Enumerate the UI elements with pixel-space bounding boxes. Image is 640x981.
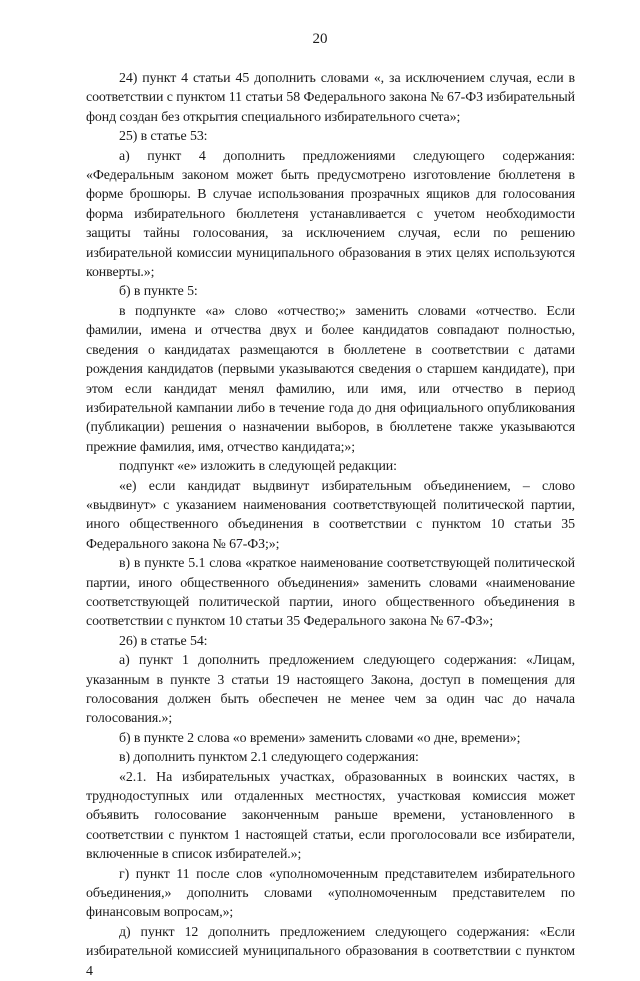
paragraph-26b: б) в пункте 2 слова «о времени» заменить словами «о дне, времени»; — [119, 730, 521, 746]
paragraph-item-26: 26) в статье 54: — [119, 633, 208, 649]
document-body — [86, 69, 575, 981]
paragraph-25b-subpoint-e-text: «е) если кандидат выдвинут избирательным объединением, – слово «выдвинут» с указанием наименования соответствующей политической партии, иного общественного объединения в соответствии с пунктом 10 статьи 35 Федерального закона № 67-ФЗ;»; — [86, 478, 575, 552]
paragraph-25b-subpoint-a: в подпункте «а» слово «отчество;» заменить словами «отчество. Если фамилии, имена и отчества двух и более кандидатов совпадают полностью, сведения о кандидатах размещаются в бюллетене в соответствии с датами рождения кандидатов (первыми указываются сведения о старшем кандидате), при этом если кандидат менял фамилию, или имя, или отчество в период избирательной кампании либо в течение года до дня официального опубликования (публикации) решения о назначении выборов, в бюллетене также указываются прежние фамилия, имя, отчество кандидата;»; — [86, 303, 575, 455]
paragraph-item-25: 25) в статье 53: — [119, 129, 208, 145]
paragraph-26a: а) пункт 1 дополнить предложением следующего содержания: «Лицам, указанным в пункте 3 статьи 19 настоящего Закона, доступ в помещения для голосования должен быть обеспечен не менее чем за один час до начала голосования.»; — [86, 653, 575, 727]
paragraph-25a: а) пункт 4 дополнить предложениями следующего содержания: «Федеральным законом может быть предусмотрено изготовление бюллетеня в форме брошюры. В случае использования прозрачных ящиков для голосования форма избирательного бюллетеня устанавливается с учетом необходимости защиты тайны голосования, за исключением случая, если по решению избирательной комиссии муниципального образования в этих целях используются конверты.»; — [86, 148, 575, 281]
page-number: 20 — [312, 31, 328, 47]
paragraph-25b-subpoint-e-intro: подпункт «е» изложить в следующей редакции: — [119, 459, 397, 475]
paragraph-item-24: 24) пункт 4 статьи 45 дополнить словами «, за исключением случая, если в соответствии с пунктом 11 статьи 58 Федерального закона № 67-ФЗ избирательный фонд создан без открытия специального избирательного счета»; — [86, 71, 575, 125]
paragraph-25v: в) в пункте 5.1 слова «краткое наименование соответствующей политической партии, иного общественного объединения» заменить словами «наименование соответствующей политической партии, иного общественного объединения в соответствии с пунктом 10 статьи 35 Федерального закона № 67-ФЗ»; — [86, 556, 575, 630]
paragraph-26v: в) дополнить пунктом 2.1 следующего содержания: — [119, 750, 419, 766]
paragraph-26d: д) пункт 12 дополнить предложением следующего содержания: «Если избирательной комиссией муниципального образования в соответствии с пунктом 4 — [86, 924, 575, 979]
paragraph-25b: б) в пункте 5: — [119, 284, 198, 300]
paragraph-26v-text: «2.1. На избирательных участках, образованных в воинских частях, в труднодоступных или отдаленных местностях, участковая комиссия может объявить голосование законченным раньше времени, установленного в соответствии с пунктом 1 настоящей статьи, если проголосовали все избиратели, включенные в список избирателей.»; — [86, 769, 575, 863]
paragraph-26g: г) пункт 11 после слов «уполномоченным представителем избирательного объединения,» дополнить словами «уполномоченным представителем по финансовым вопросам,»; — [86, 866, 575, 921]
